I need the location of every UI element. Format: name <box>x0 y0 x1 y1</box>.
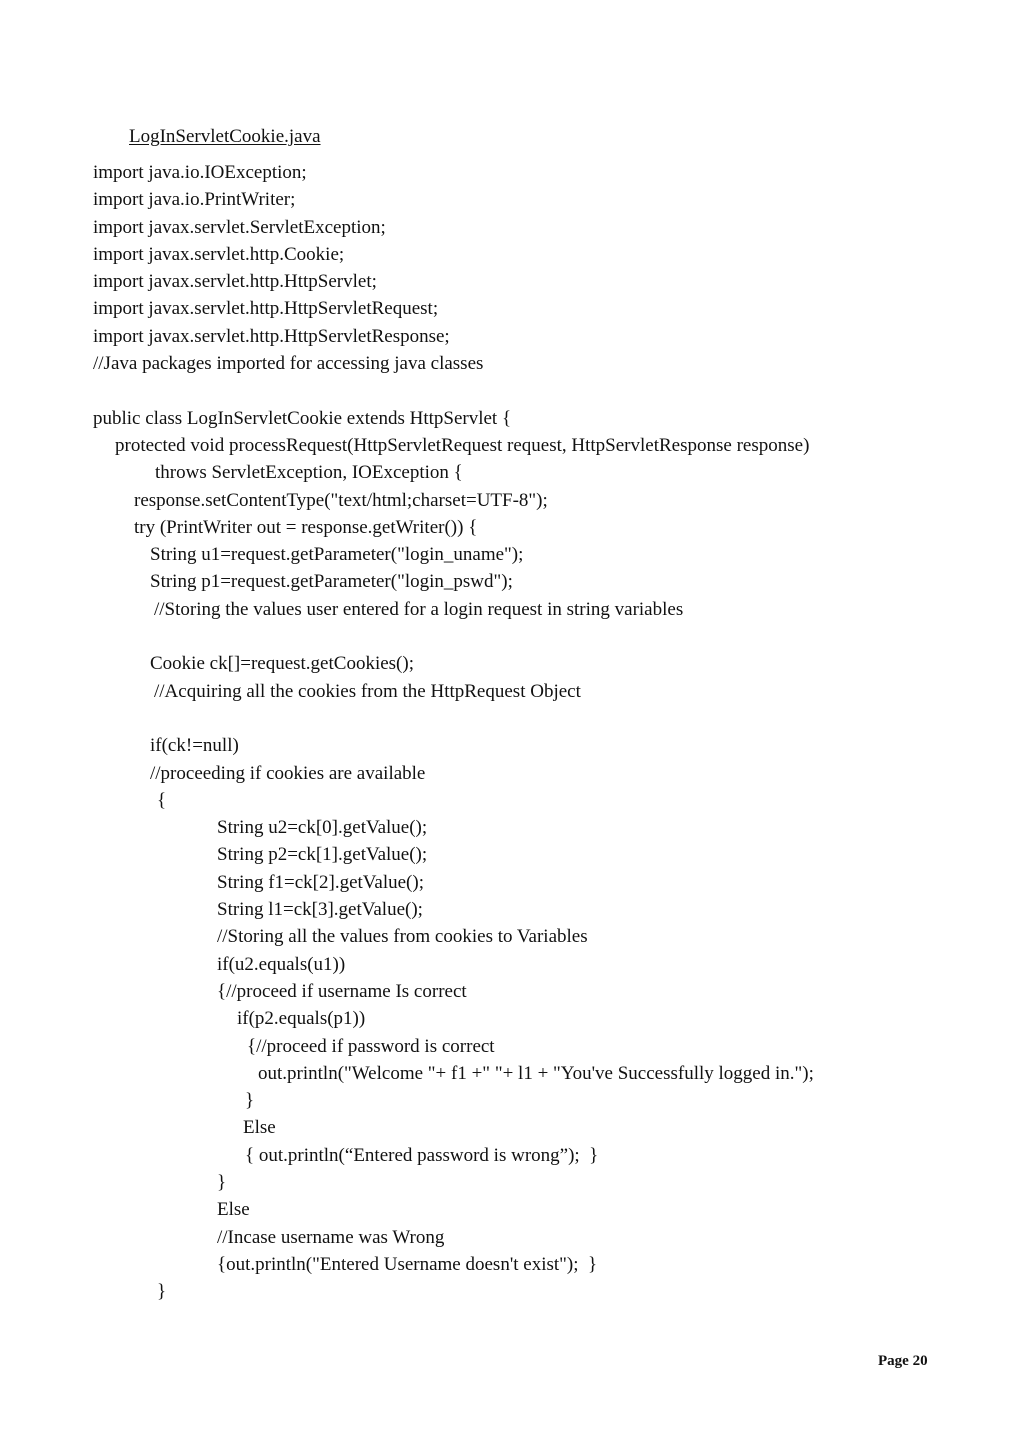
code-line: Else <box>243 1117 276 1139</box>
code-line: //Storing the values user entered for a login request in string variables <box>154 598 684 620</box>
code-line: public class LogInServletCookie extends HttpServlet { <box>93 407 512 429</box>
code-line: import javax.servlet.http.HttpServletRequest; <box>93 298 439 320</box>
code-line: Cookie ck[]=request.getCookies(); <box>150 653 414 675</box>
code-line: import java.io.PrintWriter; <box>93 189 296 211</box>
code-line: response.setContentType("text/html;charset=UTF-8"); <box>134 489 548 511</box>
code-line: //proceeding if cookies are available <box>150 762 426 784</box>
code-line: //Acquiring all the cookies from the HttpRequest Object <box>154 680 581 702</box>
code-line: String p1=request.getParameter("login_pswd"); <box>150 571 513 593</box>
code-line: import javax.servlet.ServletException; <box>93 216 386 238</box>
code-line: if(ck!=null) <box>150 735 239 757</box>
code-line: if(u2.equals(u1)) <box>217 953 346 975</box>
code-listing <box>93 159 993 1305</box>
code-line: try (PrintWriter out = response.getWriter()) { <box>134 516 478 538</box>
code-line: import java.io.IOException; <box>93 162 307 183</box>
code-line <box>93 705 993 732</box>
code-line: String l1=ck[3].getValue(); <box>217 899 423 921</box>
code-line: String u1=request.getParameter("login_uname"); <box>150 544 524 566</box>
file-name-heading: LogInServletCookie.java <box>129 126 321 147</box>
code-line: Else <box>217 1199 250 1221</box>
code-line: String p2=ck[1].getValue(); <box>217 844 428 866</box>
code-line: //Storing all the values from cookies to Variables <box>217 926 588 948</box>
code-line: throws ServletException, IOException { <box>155 462 463 484</box>
page-number: Page 20 <box>878 1353 928 1369</box>
code-line: String u2=ck[0].getValue(); <box>217 817 428 839</box>
code-line: } <box>217 1171 227 1193</box>
code-line: import javax.servlet.http.Cookie; <box>93 243 345 265</box>
code-line: } <box>157 1281 167 1303</box>
code-line <box>93 377 993 404</box>
code-line: } <box>245 1090 255 1112</box>
code-line: import javax.servlet.http.HttpServletResponse; <box>93 325 450 347</box>
code-line: {out.println("Entered Username doesn't exist"); } <box>217 1253 598 1275</box>
code-line: //Java packages imported for accessing java classes <box>93 353 484 375</box>
code-line: String f1=ck[2].getValue(); <box>217 871 424 893</box>
code-line <box>93 623 993 650</box>
code-line: protected void processRequest(HttpServletRequest request, HttpServletResponse response) <box>115 434 810 456</box>
code-line: //Incase username was Wrong <box>217 1226 445 1248</box>
code-line: {//proceed if password is correct <box>247 1035 495 1057</box>
code-line: { out.println(“Entered password is wrong”); } <box>245 1144 599 1166</box>
code-line: {//proceed if username Is correct <box>217 980 467 1002</box>
code-line: import javax.servlet.http.HttpServlet; <box>93 271 377 293</box>
code-line: if(p2.equals(p1)) <box>237 1008 366 1030</box>
code-line: out.println("Welcome "+ f1 +" "+ l1 + "You've Successfully logged in."); <box>258 1062 814 1084</box>
code-line: { <box>157 789 167 811</box>
